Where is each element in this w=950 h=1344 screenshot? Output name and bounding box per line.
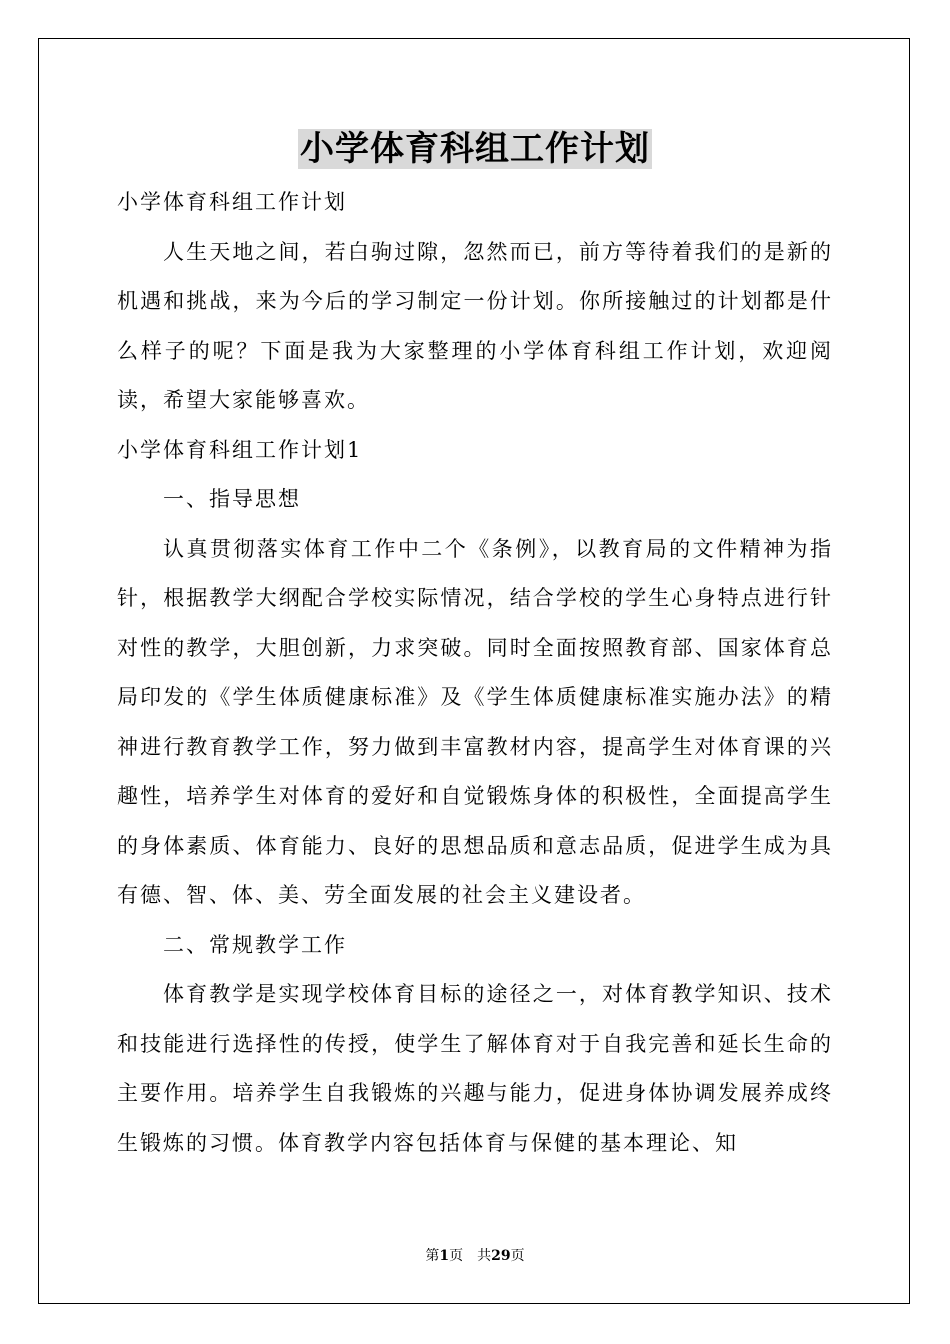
paragraph: 认真贯彻落实体育工作中二个《条例》，以教育局的文件精神为指针，根据教学大纲配合学校实际情况，结合学校的学生心身特点进行针对性的教学，大胆创新，力求突破。同时全面按照教育部、国家体育总局印发的《学生体质健康标准》及《学生体质健康标准实施办法》的精神进行教育教学工作，努力做到丰富教材内容，提高学生对体育课的兴趣性，培养学生对体育的爱好和自觉锻炼身体的积极性，全面提高学生的身体素质、体育能力、良好的思想品质和意志品质，促进学生成为具有德、智、体、美、劳全面发展的社会主义建设者。 <box>117 536 833 907</box>
document-title <box>0 128 950 170</box>
document-title-text: 小学体育科组工作计划 <box>300 129 650 169</box>
paragraph: 人生天地之间，若白驹过隙，忽然而已，前方等待着我们的是新的机遇和挑战，来为今后的学习制定一份计划。你所接触过的计划都是什么样子的呢？下面是我为大家整理的小学体育科组工作计划，欢迎阅读，希望大家能够喜欢。 <box>117 239 833 412</box>
total-prefix: 共 <box>477 1248 492 1264</box>
section-heading: 小学体育科组工作计划1 <box>117 437 363 462</box>
page-suffix: 页 <box>449 1248 464 1264</box>
page-prefix: 第 <box>425 1248 440 1264</box>
paragraph: 体育教学是实现学校体育目标的途径之一，对体育教学知识、技术和技能进行选择性的传授，使学生了解体育对于自我完善和延长生命的主要作用。培养学生自我锻炼的兴趣与能力，促进身体协调发展养成终生锻炼的习惯。体育教学内容包括体育与保健的基本理论、知 <box>117 982 833 1155</box>
total-pages: 29 <box>491 1248 511 1264</box>
subsection-heading: 二、常规教学工作 <box>163 932 347 957</box>
document-body <box>117 178 833 1168</box>
page-footer <box>0 1246 950 1266</box>
subsection-heading: 一、指导思想 <box>163 487 301 511</box>
page-number: 1 <box>439 1248 450 1264</box>
paragraph: 小学体育科组工作计划 <box>117 190 347 214</box>
total-suffix: 页 <box>510 1248 525 1264</box>
